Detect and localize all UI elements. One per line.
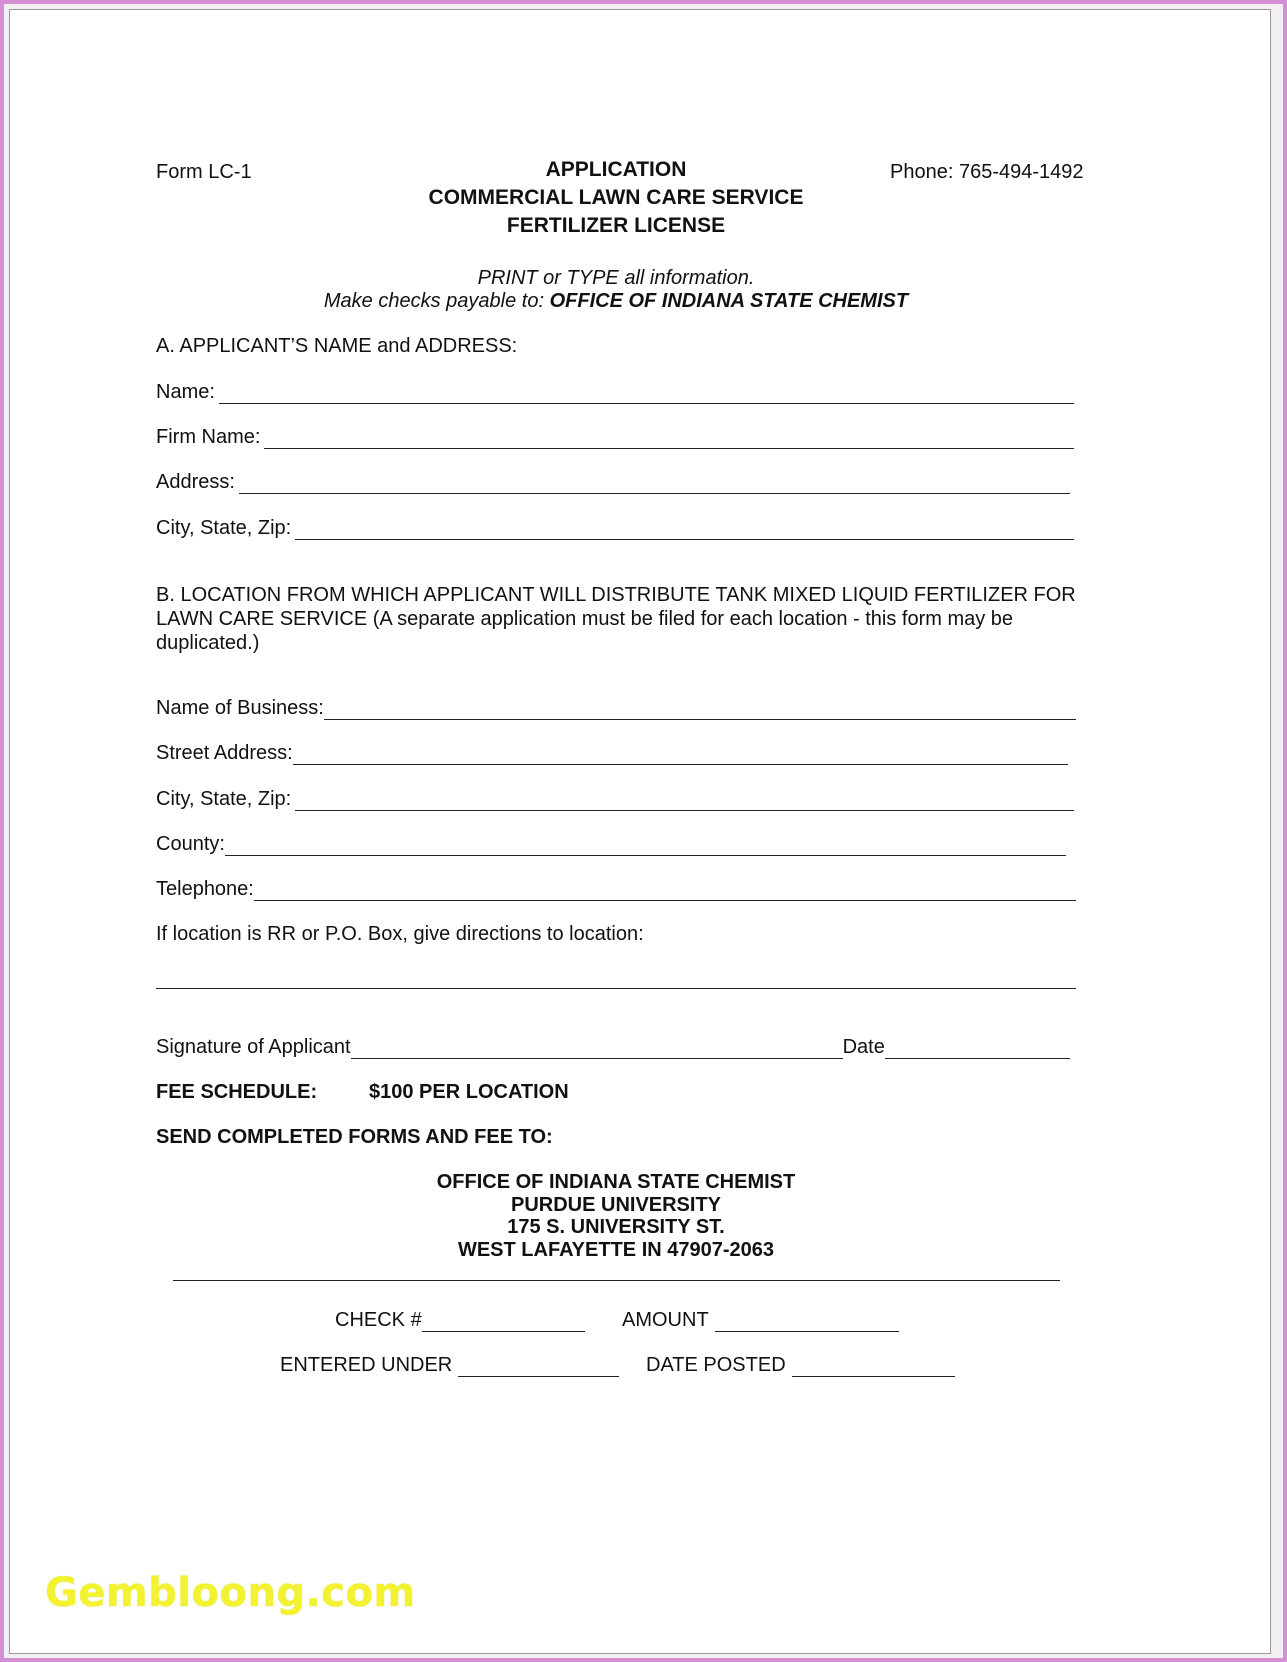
- name-line[interactable]: [219, 381, 1074, 404]
- check-number-label: CHECK #: [335, 1309, 422, 1331]
- street-address-line[interactable]: [293, 742, 1068, 765]
- telephone-label: Telephone:: [156, 878, 254, 900]
- check-number-field[interactable]: [335, 1308, 585, 1332]
- business-name-field[interactable]: [156, 696, 1076, 720]
- location-city-state-zip-line[interactable]: [295, 788, 1074, 811]
- address-line[interactable]: [239, 471, 1070, 494]
- checks-payee: OFFICE OF INDIANA STATE CHEMIST: [549, 290, 909, 312]
- county-field[interactable]: [156, 832, 1066, 856]
- address-line-3: 175 S. UNIVERSITY ST.: [507, 1216, 725, 1238]
- address-line-1: OFFICE OF INDIANA STATE CHEMIST: [436, 1171, 796, 1193]
- county-label: County:: [156, 833, 225, 855]
- amount-field[interactable]: [622, 1308, 899, 1332]
- section-a-heading: A. APPLICANT’S NAME and ADDRESS:: [156, 335, 518, 357]
- telephone-line[interactable]: [254, 878, 1076, 901]
- divider-line: [173, 1280, 1060, 1281]
- entered-under-label: ENTERED UNDER: [280, 1354, 453, 1376]
- location-city-state-zip-field[interactable]: [156, 787, 1074, 811]
- city-state-zip-line[interactable]: [295, 517, 1074, 540]
- checks-payable-line: [266, 289, 966, 313]
- fee-schedule-label: FEE SCHEDULE:: [156, 1081, 318, 1103]
- title-line-3: FERTILIZER LICENSE: [506, 214, 726, 237]
- signature-line[interactable]: [351, 1036, 843, 1059]
- name-field[interactable]: [156, 380, 1074, 404]
- title-line-1: APPLICATION: [545, 158, 687, 181]
- firm-name-line[interactable]: [264, 426, 1074, 449]
- date-posted-label: DATE POSTED: [646, 1354, 786, 1376]
- form-id: Form LC-1: [156, 161, 252, 183]
- street-address-field[interactable]: [156, 741, 1068, 765]
- county-line[interactable]: [225, 833, 1066, 856]
- send-forms-label: SEND COMPLETED FORMS AND FEE TO:: [156, 1126, 553, 1148]
- city-state-zip-label: City, State, Zip:: [156, 517, 292, 539]
- directions-label: If location is RR or P.O. Box, give directions to location:: [156, 923, 644, 945]
- section-b-heading: B. LOCATION FROM WHICH APPLICANT WILL DISTRIBUTE TANK MIXED LIQUID FERTILIZER FOR LAWN CARE SERVICE (A separate application must be filed for each location - this form may be duplicated.): [156, 584, 1076, 654]
- print-type-instruction: PRINT or TYPE all information.: [477, 267, 755, 289]
- date-posted-field[interactable]: [646, 1353, 955, 1377]
- city-state-zip-field[interactable]: [156, 516, 1074, 540]
- firm-name-label: Firm Name:: [156, 426, 261, 448]
- signature-row: [156, 1035, 1070, 1059]
- name-label: Name:: [156, 381, 215, 403]
- address-field[interactable]: [156, 470, 1070, 494]
- phone-number: Phone: 765-494-1492: [890, 161, 1084, 183]
- telephone-field[interactable]: [156, 877, 1076, 901]
- entered-under-line[interactable]: [458, 1354, 619, 1377]
- address-line-4: WEST LAFAYETTE IN 47907-2063: [457, 1239, 775, 1261]
- address-label: Address:: [156, 471, 235, 493]
- entered-under-field[interactable]: [280, 1353, 619, 1377]
- check-number-line[interactable]: [422, 1309, 585, 1332]
- firm-name-field[interactable]: [156, 425, 1074, 449]
- address-line-2: PURDUE UNIVERSITY: [510, 1194, 722, 1216]
- date-posted-line[interactable]: [792, 1354, 955, 1377]
- fee-schedule-value: $100 PER LOCATION: [369, 1081, 569, 1103]
- business-name-line[interactable]: [324, 697, 1076, 720]
- signature-label: Signature of Applicant: [156, 1036, 351, 1058]
- amount-label: AMOUNT: [622, 1309, 709, 1331]
- date-label: Date: [842, 1036, 885, 1058]
- checks-payable-prefix: Make checks payable to:: [323, 290, 545, 312]
- date-line[interactable]: [885, 1036, 1070, 1059]
- business-name-label: Name of Business:: [156, 697, 324, 719]
- street-address-label: Street Address:: [156, 742, 293, 764]
- title-line-2: COMMERCIAL LAWN CARE SERVICE: [428, 186, 804, 209]
- amount-line[interactable]: [715, 1309, 899, 1332]
- directions-line[interactable]: [156, 988, 1076, 989]
- watermark-logo: Gembloong.com: [45, 1570, 416, 1616]
- form-page: [9, 9, 1271, 1654]
- location-city-state-zip-label: City, State, Zip:: [156, 788, 292, 810]
